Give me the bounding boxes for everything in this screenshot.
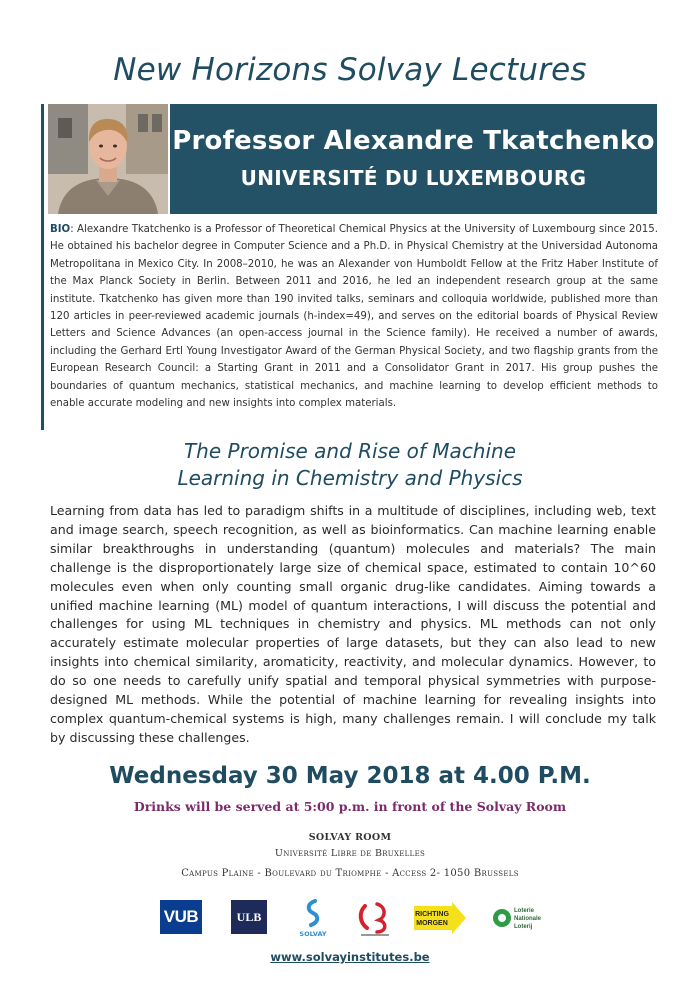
speaker-affiliation: UNIVERSITÉ DU LUXEMBOURG — [240, 166, 587, 190]
solvay-logo — [293, 898, 333, 938]
ulb-logo: ULB — [231, 900, 267, 934]
bio-text: : Alexandre Tkatchenko is a Professor of Theoretical Chemical Physics at the University of Luxembourg since 2015. He obtained his bachelor degree in Computer Science and a Ph.D. in Physical Chemistry at the Universidad Autonoma Metropolitana in Mexico City. In 2008–2010, he was an Alexander von Humboldt Fellow at the Fritz Haber Institute of the Max Planck Society in Berlin. Between 2011 and 2016, he led an independent research group at the same institute. Tkatchenko has given more than 190 invited talks, seminars and colloquia worldwide, published more than 120 articles in peer-reviewed academic journals (h-index=49), and serves on the editorial boards of Physical Review Letters and Science Advances (an open-access journal in the Science family). He received a number of awards, including the Gerhard Ertl Young Investigator Award of the German Physical Society, and two flagship grants from the European Research Council: a Starting Grant in 2011 and a Consolidator Grant in 2017. His group pushes the boundaries of quantum mechanics, statistical mechanics, and machine learning to develop efficient methods to enable accurate modeling and new insights into complex materials. — [50, 224, 658, 410]
event-datetime: Wednesday 30 May 2018 at 4.00 P.M. — [109, 763, 591, 789]
loterie-logo-line-1: Loterie — [514, 908, 535, 914]
talk-title — [50, 438, 650, 492]
venue-university: Université Libre de Bruxelles — [274, 848, 426, 859]
drinks-notice: Drinks will be served at 5:00 p.m. in front of the Solvay Room — [133, 799, 567, 814]
richting-morgen-logo — [414, 902, 466, 934]
richting-logo-line-1: RICHTING — [415, 911, 449, 918]
federation-wallonie-bruxelles-logo — [355, 898, 395, 938]
bio-paragraph — [50, 221, 658, 412]
left-accent-rule — [41, 104, 44, 430]
website-link[interactable]: www.solvayinstitutes.be — [270, 950, 430, 964]
venue-room: SOLVAY ROOM — [308, 832, 392, 843]
loterie-logo-line-3: Loterij — [514, 924, 533, 930]
speaker-banner — [48, 104, 657, 214]
bio-label: BIO — [50, 224, 71, 235]
talk-title-line-2: Learning in Chemistry and Physics — [177, 466, 523, 490]
sponsor-logos — [0, 898, 700, 938]
speaker-name: Professor Alexandre Tkatchenko — [172, 126, 655, 156]
loterie-logo-line-2: Nationale — [514, 916, 542, 922]
loterie-nationale-logo — [492, 900, 542, 936]
venue-address: Campus Plaine - Boulevard du Triomphe - Access 2- 1050 Brussels — [181, 868, 519, 879]
talk-abstract: Learning from data has led to paradigm shifts in a multitude of disciplines, including web, text and image search, speech recognition, as well as bioinformatics. Can machine learning enable similar breakthroughs in understanding (quantum) molecules and materials? The main challenge is the disproportionately large size of chemical space, estimated to contain 10^60 molecules even when only counting small organic drug-like candidates. Aiming towards a unified machine learning (ML) model of quantum interactions, I will discuss the potential and challenges for using ML techniques in chemistry and physics. ML methods can not only accurately estimate molecular properties of large datasets, but they can also lead to new insights into chemical similarity, aromaticity, reactivity, and molecular dynamics. However, to do so one needs to carefully unify spatial and temporal physical symmetries with purpose-designed ML methods. While the potential of machine learning for revealing insights into complex quantum-chemical systems is high, many challenges remain. I will conclude my talk by discussing these challenges. — [50, 503, 656, 745]
vub-logo: VUB — [160, 900, 202, 934]
solvay-logo-text: SOLVAY — [299, 930, 327, 938]
series-title: New Horizons Solvay Lectures — [113, 52, 587, 88]
speaker-photo — [48, 104, 168, 214]
richting-logo-line-2: MORGEN — [416, 920, 448, 927]
speaker-header — [170, 104, 657, 214]
talk-title-line-1: The Promise and Rise of Machine — [183, 439, 517, 463]
